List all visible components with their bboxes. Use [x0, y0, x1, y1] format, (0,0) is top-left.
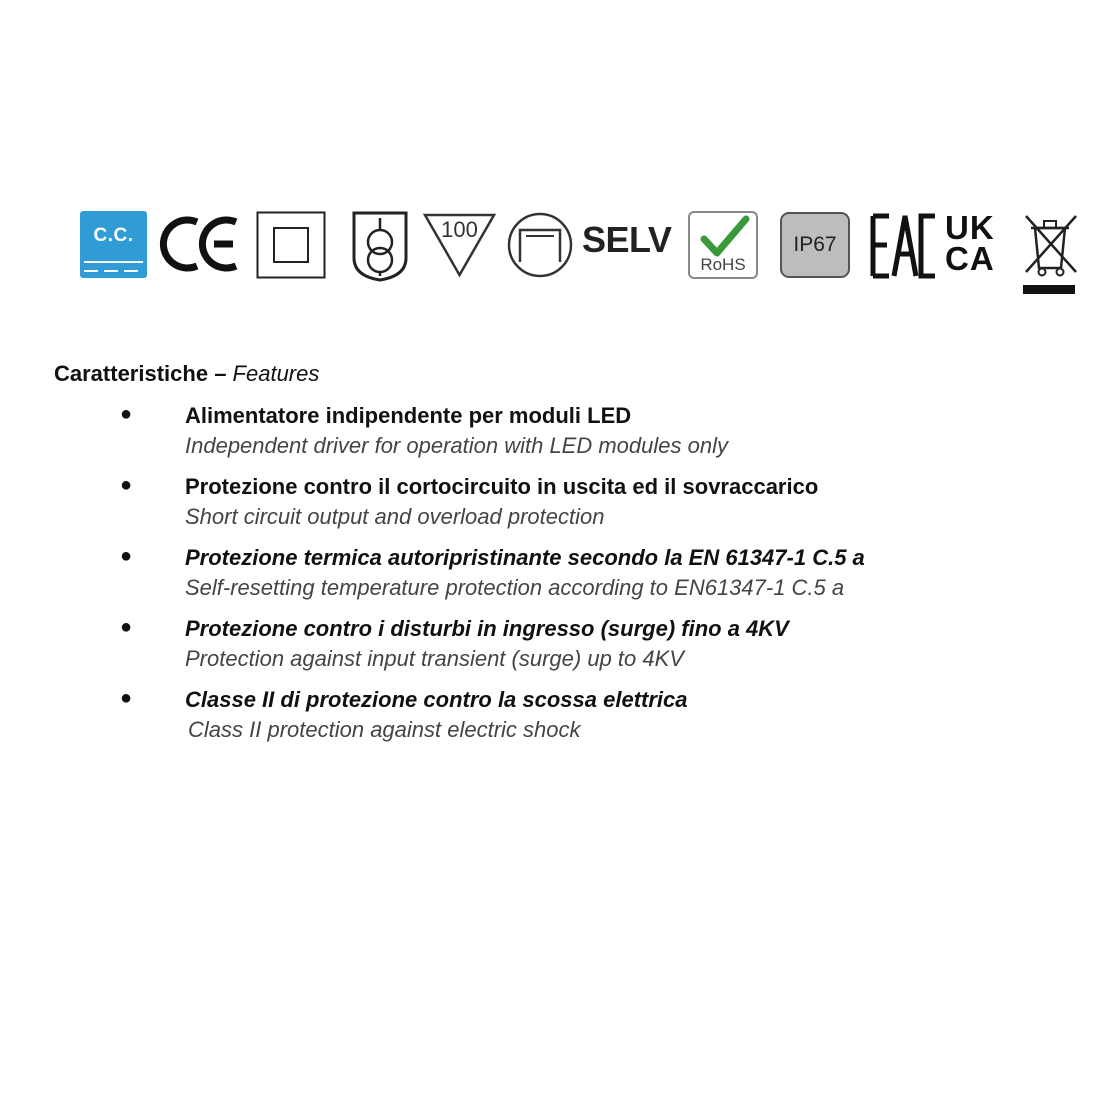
- constant-current-icon: [80, 211, 147, 278]
- bullet: ●: [120, 474, 133, 496]
- feature-en: Self-resetting temperature protection according to EN61347-1 C.5 a: [185, 575, 845, 600]
- feature-en: Protection against input transient (surge) up to 4KV: [185, 646, 684, 671]
- feature-it: Protezione termica autoripristinante secondo la EN 61347-1 C.5 a: [185, 545, 865, 570]
- class-ii-double-square-icon: [256, 211, 326, 279]
- ce-mark-icon: [166, 214, 240, 274]
- ukca-mark-icon: [945, 209, 995, 277]
- selv-label: SELV: [582, 219, 672, 260]
- feature-it: Protezione contro i disturbi in ingresso (surge) fino a 4KV: [185, 616, 789, 641]
- cc-label: C.C.: [93, 225, 134, 246]
- bullet: ●: [120, 687, 133, 709]
- section-title-it: Caratteristiche: [54, 361, 209, 386]
- feature-en: Short circuit output and overload protection: [185, 504, 605, 529]
- ip67-icon: [780, 212, 850, 278]
- bullet: ●: [120, 403, 133, 425]
- rohs-icon: [688, 211, 758, 279]
- feature-it: Alimentatore indipendente per moduli LED: [185, 403, 632, 428]
- temperature-rating-triangle-icon: [423, 213, 496, 277]
- bullet: ●: [120, 616, 133, 638]
- ukca-bottom: CA: [945, 240, 995, 277]
- feature-it: Classe II di protezione contro la scossa elettrica: [185, 687, 688, 712]
- section-title-separator: –: [208, 361, 233, 386]
- independent-driver-icon: [507, 212, 573, 278]
- section-title: [54, 361, 319, 387]
- weee-crossed-bin-icon: [1020, 210, 1080, 298]
- bullet: ●: [120, 545, 133, 567]
- rohs-label: RoHS: [700, 255, 746, 274]
- certification-strip: [0, 0, 1100, 310]
- ukca-top: UK: [945, 209, 995, 246]
- feature-en: Independent driver for operation with LED modules only: [185, 433, 728, 458]
- feature-en: Class II protection against electric shock: [188, 717, 581, 742]
- triangle-value: 100: [441, 217, 478, 242]
- eac-mark-icon: [870, 214, 936, 278]
- safety-transformer-icon: [351, 210, 409, 282]
- ip-rating-label: IP67: [793, 233, 837, 256]
- section-title-en: Features: [232, 361, 320, 386]
- feature-it: Protezione contro il cortocircuito in uscita ed il sovraccarico: [185, 474, 819, 499]
